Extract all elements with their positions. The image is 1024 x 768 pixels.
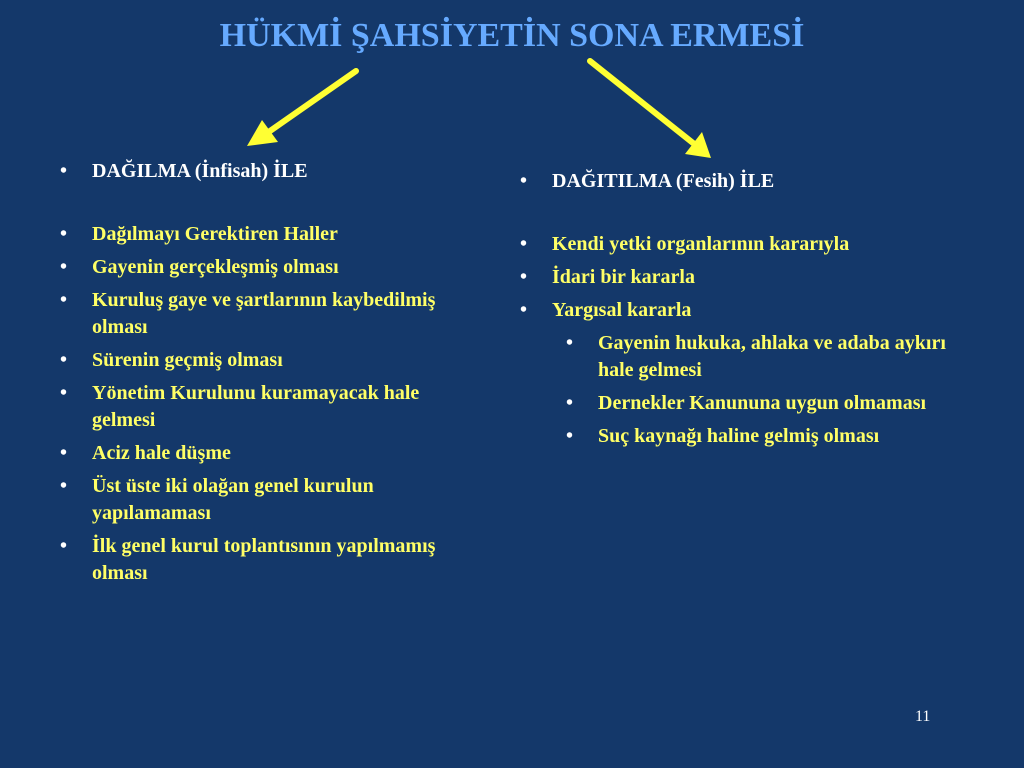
list-item: • Üst üste iki olağan genel kurulun yapılamaması	[58, 473, 478, 527]
list-item: • Yönetim Kurulunu kuramayacak hale gelmesi	[58, 380, 478, 434]
sub-list-item: • Gayenin hukuka, ahlaka ve adaba aykırı hale gelmesi	[564, 330, 978, 384]
left-arrow-icon	[247, 71, 356, 146]
sub-list-item: • Suç kaynağı haline gelmiş olması	[564, 423, 978, 450]
right-heading: • DAĞITILMA (Fesih) İLE	[518, 168, 978, 195]
list-item: • Kendi yetki organlarının kararıyla	[518, 231, 978, 258]
slide-title: HÜKMİ ŞAHSİYETİN SONA ERMESİ	[219, 17, 805, 54]
spacer	[58, 191, 478, 221]
list-item: • Dağılmayı Gerektiren Haller	[58, 221, 478, 248]
left-column	[58, 158, 478, 593]
page-number: 11	[915, 708, 931, 725]
list-item: • İlk genel kurul toplantısının yapılmamış olması	[58, 533, 478, 587]
sub-list-item: • Dernekler Kanununa uygun olmaması	[564, 390, 978, 417]
list-item: • Sürenin geçmiş olması	[58, 347, 478, 374]
list-item: • Kuruluş gaye ve şartlarının kaybedilmiş olması	[58, 287, 478, 341]
list-item: • İdari bir kararla	[518, 264, 978, 291]
list-item: • Aciz hale düşme	[58, 440, 478, 467]
list-item: • Yargısal kararla	[518, 297, 978, 324]
list-item: • Gayenin gerçekleşmiş olması	[58, 254, 478, 281]
right-column	[518, 168, 978, 456]
left-heading: • DAĞILMA (İnfisah) İLE	[58, 158, 478, 185]
right-arrow-icon	[590, 61, 711, 158]
spacer	[518, 201, 978, 231]
